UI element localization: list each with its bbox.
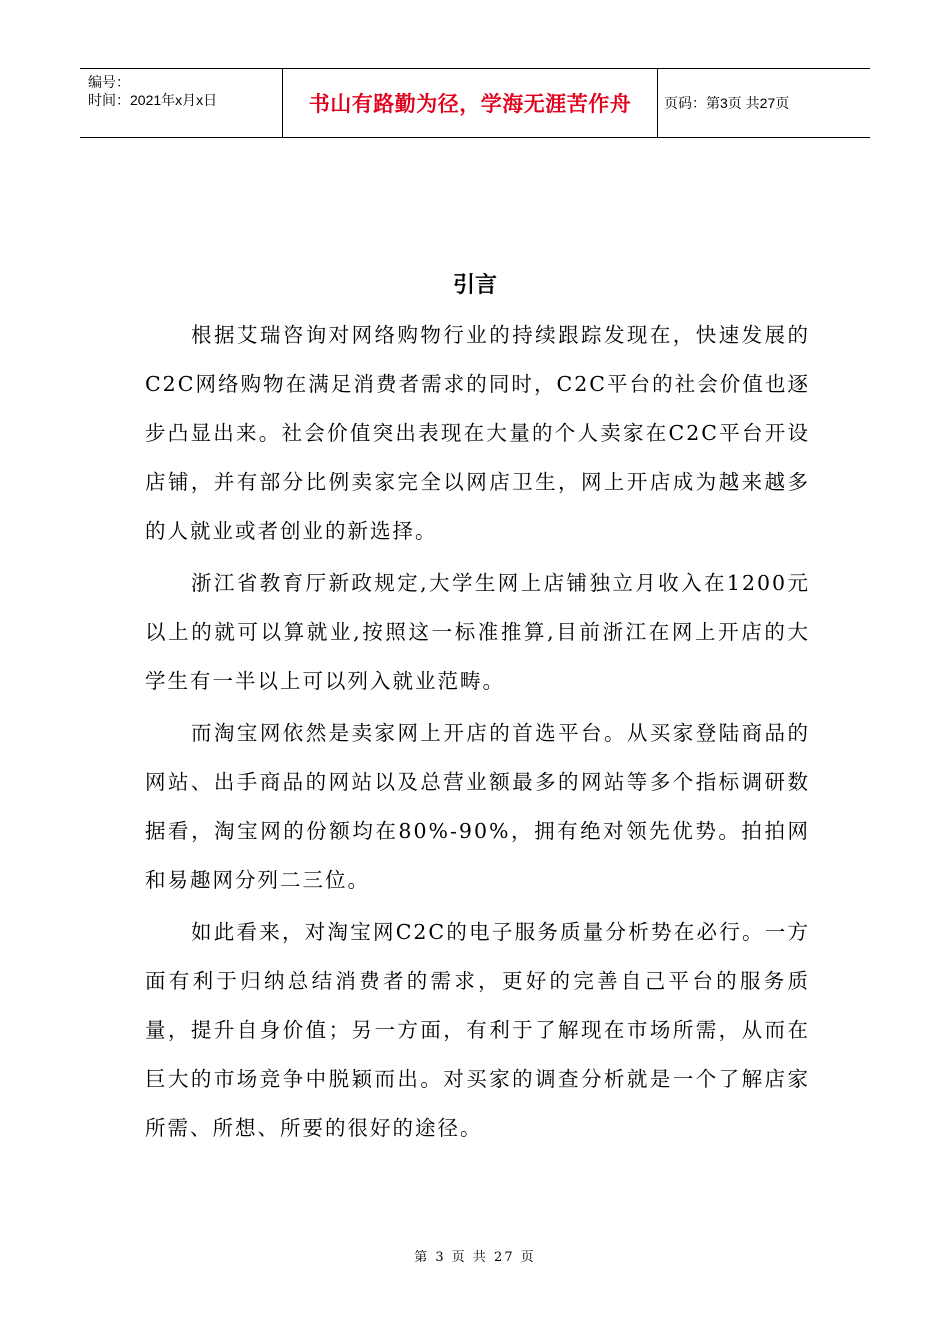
paragraph: 如此看来，对淘宝网C2C的电子服务质量分析势在必行。一方面有利于归纳总结消费者的需求，更好的完善自己平台的服务质量，提升自身价值；另一方面，有利于了解现在市场所需，从而在巨大的市场竞争中脱颖而出。对买家的调查分析就是一个了解店家所需、所想、所要的很好的途径。	[145, 920, 810, 1140]
body-text	[145, 311, 810, 1156]
page-footer: 第 3 页 共 27 页	[414, 1250, 536, 1265]
header-code-label: 编号：	[88, 74, 130, 90]
header-motto: 书山有路勤为径，学海无涯苦作舟	[282, 69, 658, 137]
paragraph: 根据艾瑞咨询对网络购物行业的持续跟踪发现在，快速发展的C2C网络购物在满足消费者需求的同时，C2C平台的社会价值也逐步凸显出来。社会价值突出表现在大量的个人卖家在C2C平台开设店铺，并有部分比例卖家完全以网店卫生，网上开店成为越来越多的人就业或者创业的新选择。	[145, 323, 810, 543]
header-page-label: 页码：第3页 共27页	[664, 95, 790, 111]
paragraph: 而淘宝网依然是卖家网上开店的首选平台。从买家登陆商品的网站、出手商品的网站以及总营业额最多的网站等多个指标调研数据看，淘宝网的份额均在80%-90%，拥有绝对领先优势。拍拍网和易趣网分列二三位。	[145, 721, 810, 892]
header-meta	[80, 69, 282, 137]
header-time-label: 时间：2021年x月x日	[88, 92, 218, 108]
page-header	[80, 68, 870, 138]
paragraph: 浙江省教育厅新政规定,大学生网上店铺独立月收入在1200元以上的就可以算就业,按照这一标准推算,目前浙江在网上开店的大学生有一半以上可以列入就业范畴。	[145, 571, 810, 693]
section-title: 引言	[452, 272, 497, 298]
